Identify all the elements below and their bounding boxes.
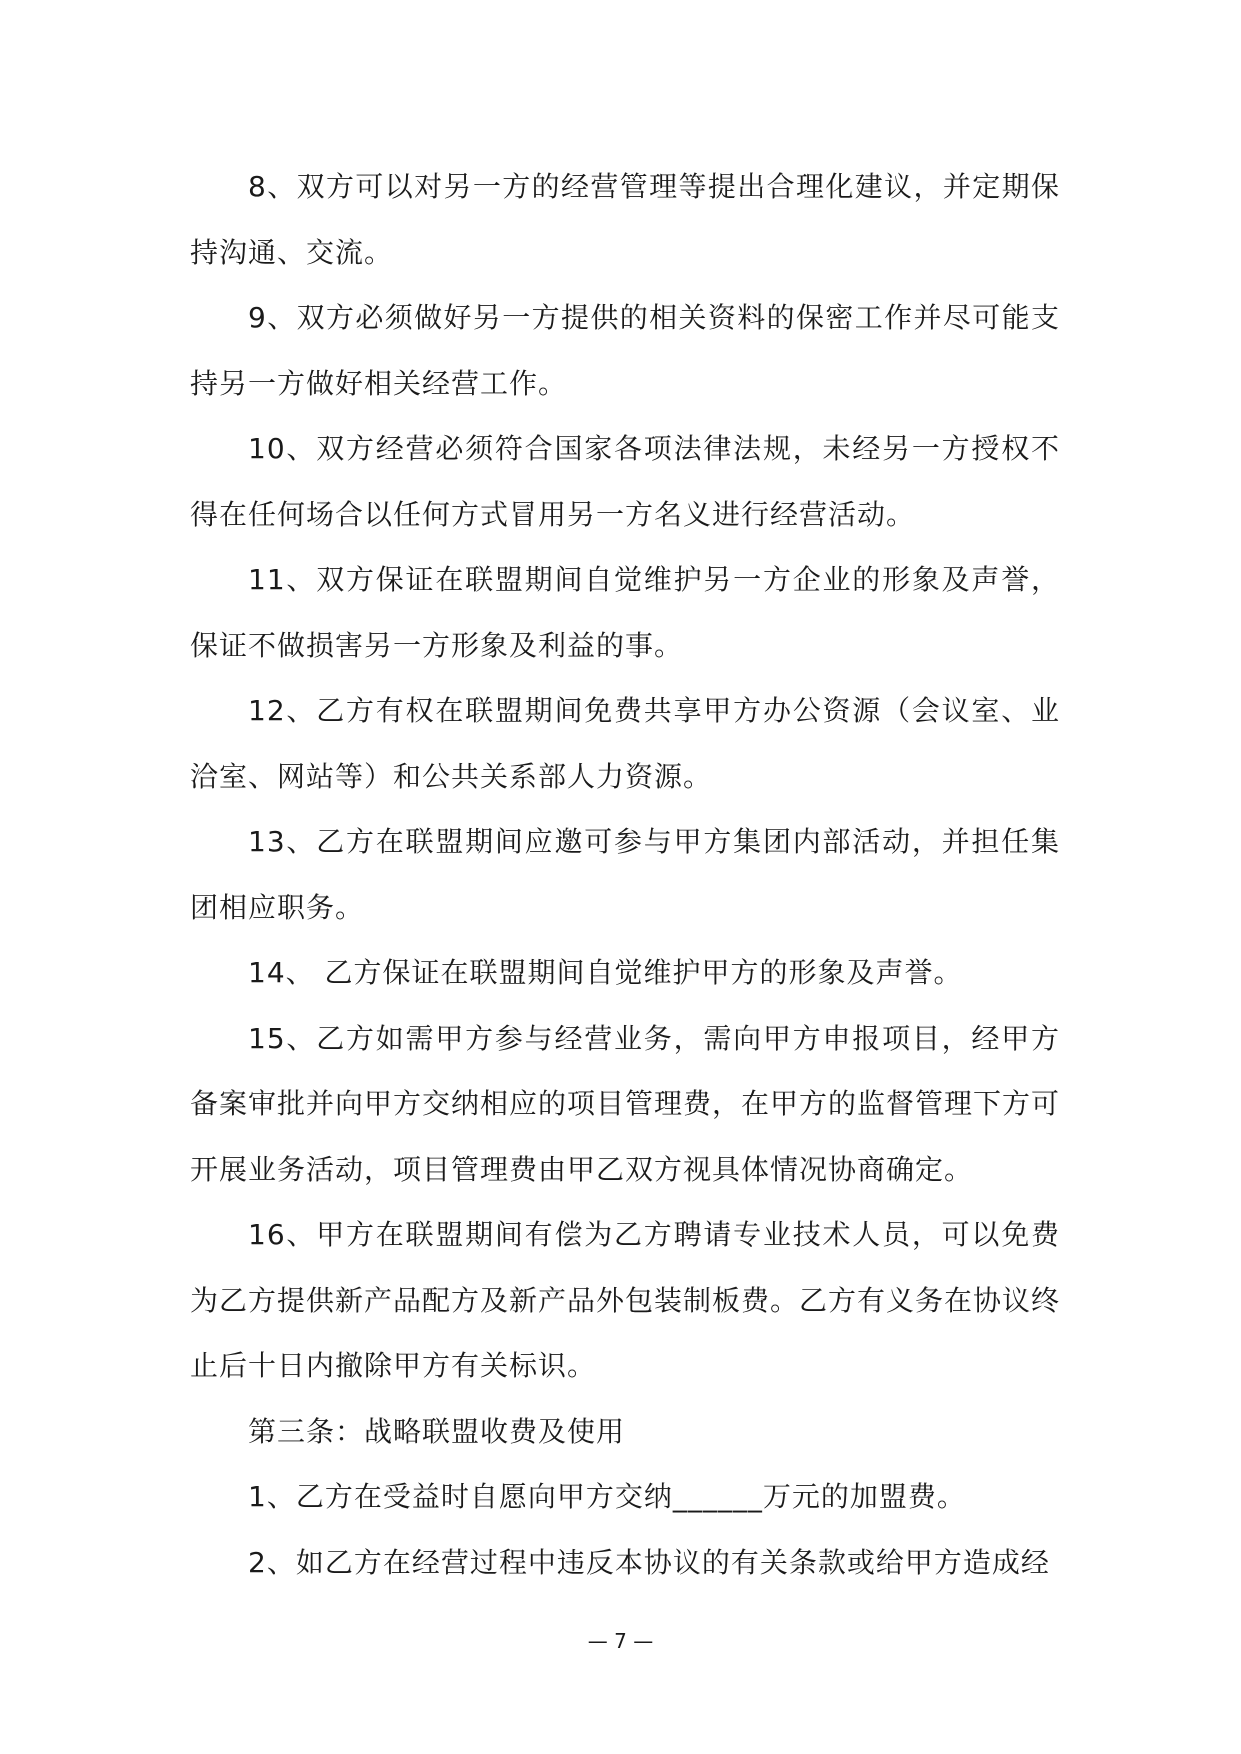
clause-13: 13、乙方在联盟期间应邀可参与甲方集团内部活动，并担任集团相应职务。	[190, 825, 1060, 924]
article-3-heading: 第三条：战略联盟收费及使用	[248, 1414, 626, 1448]
clause-12: 12、乙方有权在联盟期间免费共享甲方办公资源（会议室、业洽室、网站等）和公共关系部人力资源。	[190, 694, 1060, 793]
article-3-clause-2: 2、如乙方在经营过程中违反本协议的有关条款或给甲方造成经	[248, 1545, 1050, 1579]
clause-9: 9、双方必须做好另一方提供的相关资料的保密工作并尽可能支持另一方做好相关经营工作。	[190, 301, 1060, 400]
clause-10: 10、双方经营必须符合国家各项法律法规，未经另一方授权不得在任何场合以任何方式冒用另一方名义进行经营活动。	[190, 432, 1060, 531]
page-number: — 7 —	[587, 1629, 654, 1653]
clause-14: 14、 乙方保证在联盟期间自觉维护甲方的形象及声誉。	[248, 956, 963, 989]
clause-16: 16、甲方在联盟期间有偿为乙方聘请专业技术人员，可以免费为乙方提供新产品配方及新产品外包装制板费。乙方有义务在协议终止后十日内撤除甲方有关标识。	[190, 1218, 1061, 1382]
clause-11: 11、双方保证在联盟期间自觉维护另一方企业的形象及声誉，保证不做损害另一方形象及利益的事。	[190, 563, 1060, 662]
article-3-clause-1: 1、乙方在受益时自愿向甲方交纳______万元的加盟费。	[248, 1480, 966, 1513]
clause-8: 8、双方可以对另一方的经营管理等提出合理化建议，并定期保持沟通、交流。	[190, 170, 1060, 269]
clause-15: 15、乙方如需甲方参与经营业务，需向甲方申报项目，经甲方备案审批并向甲方交纳相应的项目管理费，在甲方的监督管理下方可开展业务活动，项目管理费由甲乙双方视具体情况协商确定。	[190, 1021, 1061, 1186]
document-body	[190, 154, 1060, 1595]
